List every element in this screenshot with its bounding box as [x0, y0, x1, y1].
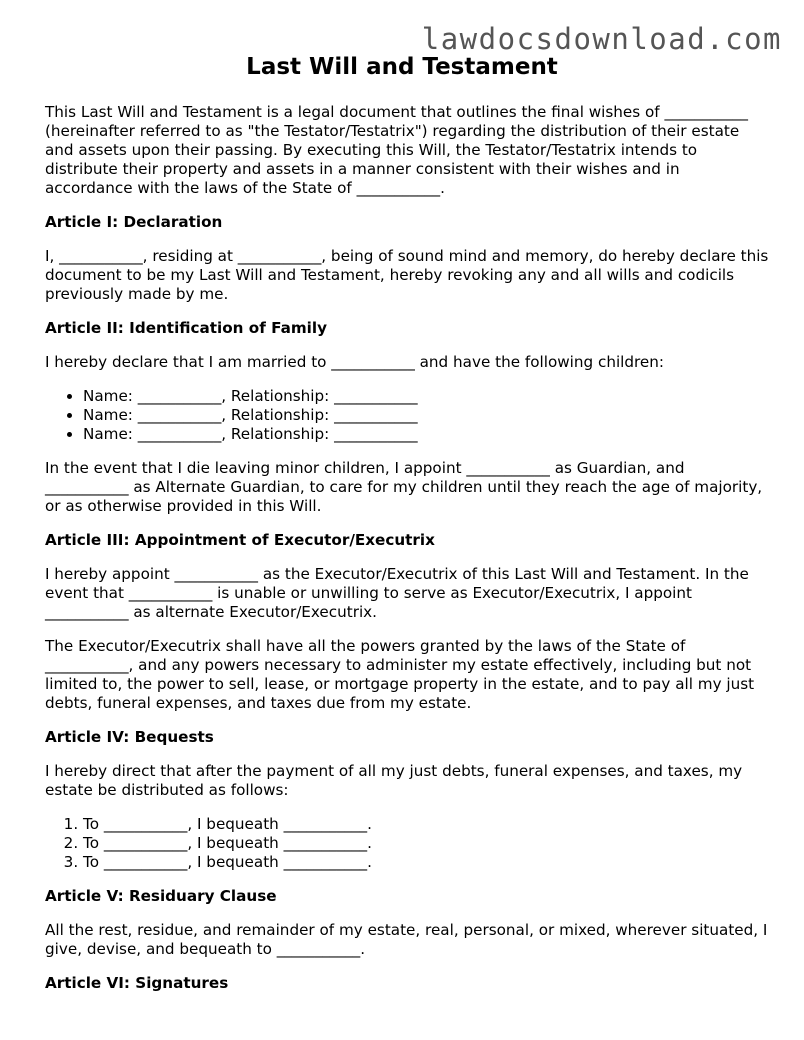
article-1-heading: Article I: Declaration	[45, 213, 223, 231]
bequest-item: 3. To ___________, I bequeath ___________.	[83, 853, 770, 872]
article-2-married-text: I hereby declare that I am married to ___________ and have the following children:	[45, 353, 665, 371]
article-6-heading: Article VI: Signatures	[45, 974, 229, 992]
article-2-heading: Article II: Identification of Family	[45, 319, 327, 337]
bequest-item: 1. To ___________, I bequeath ___________.	[83, 815, 770, 834]
article-3-powers-text: The Executor/Executrix shall have all the powers granted by the laws of the State of ___________, and any powers necessary to administer my estate effectively, including but not limited to, the power to sell, lease, or mortgage property in the estate, and to pay all my just debts, funeral expenses, and taxes due from my estate.	[45, 637, 755, 712]
article-3-heading: Article III: Appointment of Executor/Executrix	[45, 531, 435, 549]
child-item: • Name: ___________, Relationship: ___________	[83, 425, 770, 444]
article-4-heading: Article IV: Bequests	[45, 728, 214, 746]
article-2-guardian-text: In the event that I die leaving minor children, I appoint ___________ as Guardian, and ___________ as Alternate Guardian, to care for my children until they reach the age of majority, or as otherwise provided in this Will.	[45, 459, 763, 515]
article-5-text: All the rest, residue, and remainder of my estate, real, personal, or mixed, wherever situated, I give, devise, and bequeath to ___________.	[45, 921, 768, 958]
children-list	[45, 387, 770, 444]
watermark-text: lawdocsdownload.com	[421, 22, 782, 56]
intro-paragraph: This Last Will and Testament is a legal document that outlines the final wishes of ___________ (hereinafter referred to as "the Testator/Testatrix") regarding the distribution of their estate and assets upon their passing. By executing this Will, the Testator/Testatrix intends to distribute their property and assets in a manner consistent with their wishes and in accordance with the laws of the State of ___________.	[45, 103, 749, 197]
child-item: • Name: ___________, Relationship: ___________	[83, 406, 770, 425]
document-body	[45, 103, 770, 1008]
document-title: Last Will and Testament	[246, 54, 558, 80]
bequests-list	[45, 815, 770, 872]
bequest-item: 2. To ___________, I bequeath ___________.	[83, 834, 770, 853]
article-5-heading: Article V: Residuary Clause	[45, 887, 277, 905]
article-4-text: I hereby direct that after the payment of all my just debts, funeral expenses, and taxes, my estate be distributed as follows:	[45, 762, 743, 799]
article-3-appoint-text: I hereby appoint ___________ as the Executor/Executrix of this Last Will and Testament. In the event that ___________ is unable or unwilling to serve as Executor/Executrix, I appoint ___________ as alternate Executor/Executrix.	[45, 565, 749, 621]
article-1-text: I, ___________, residing at ___________, being of sound mind and memory, do hereby declare this document to be my Last Will and Testament, hereby revoking any and all wills and codicils previously made by me.	[45, 247, 769, 303]
child-item: • Name: ___________, Relationship: ___________	[83, 387, 770, 406]
